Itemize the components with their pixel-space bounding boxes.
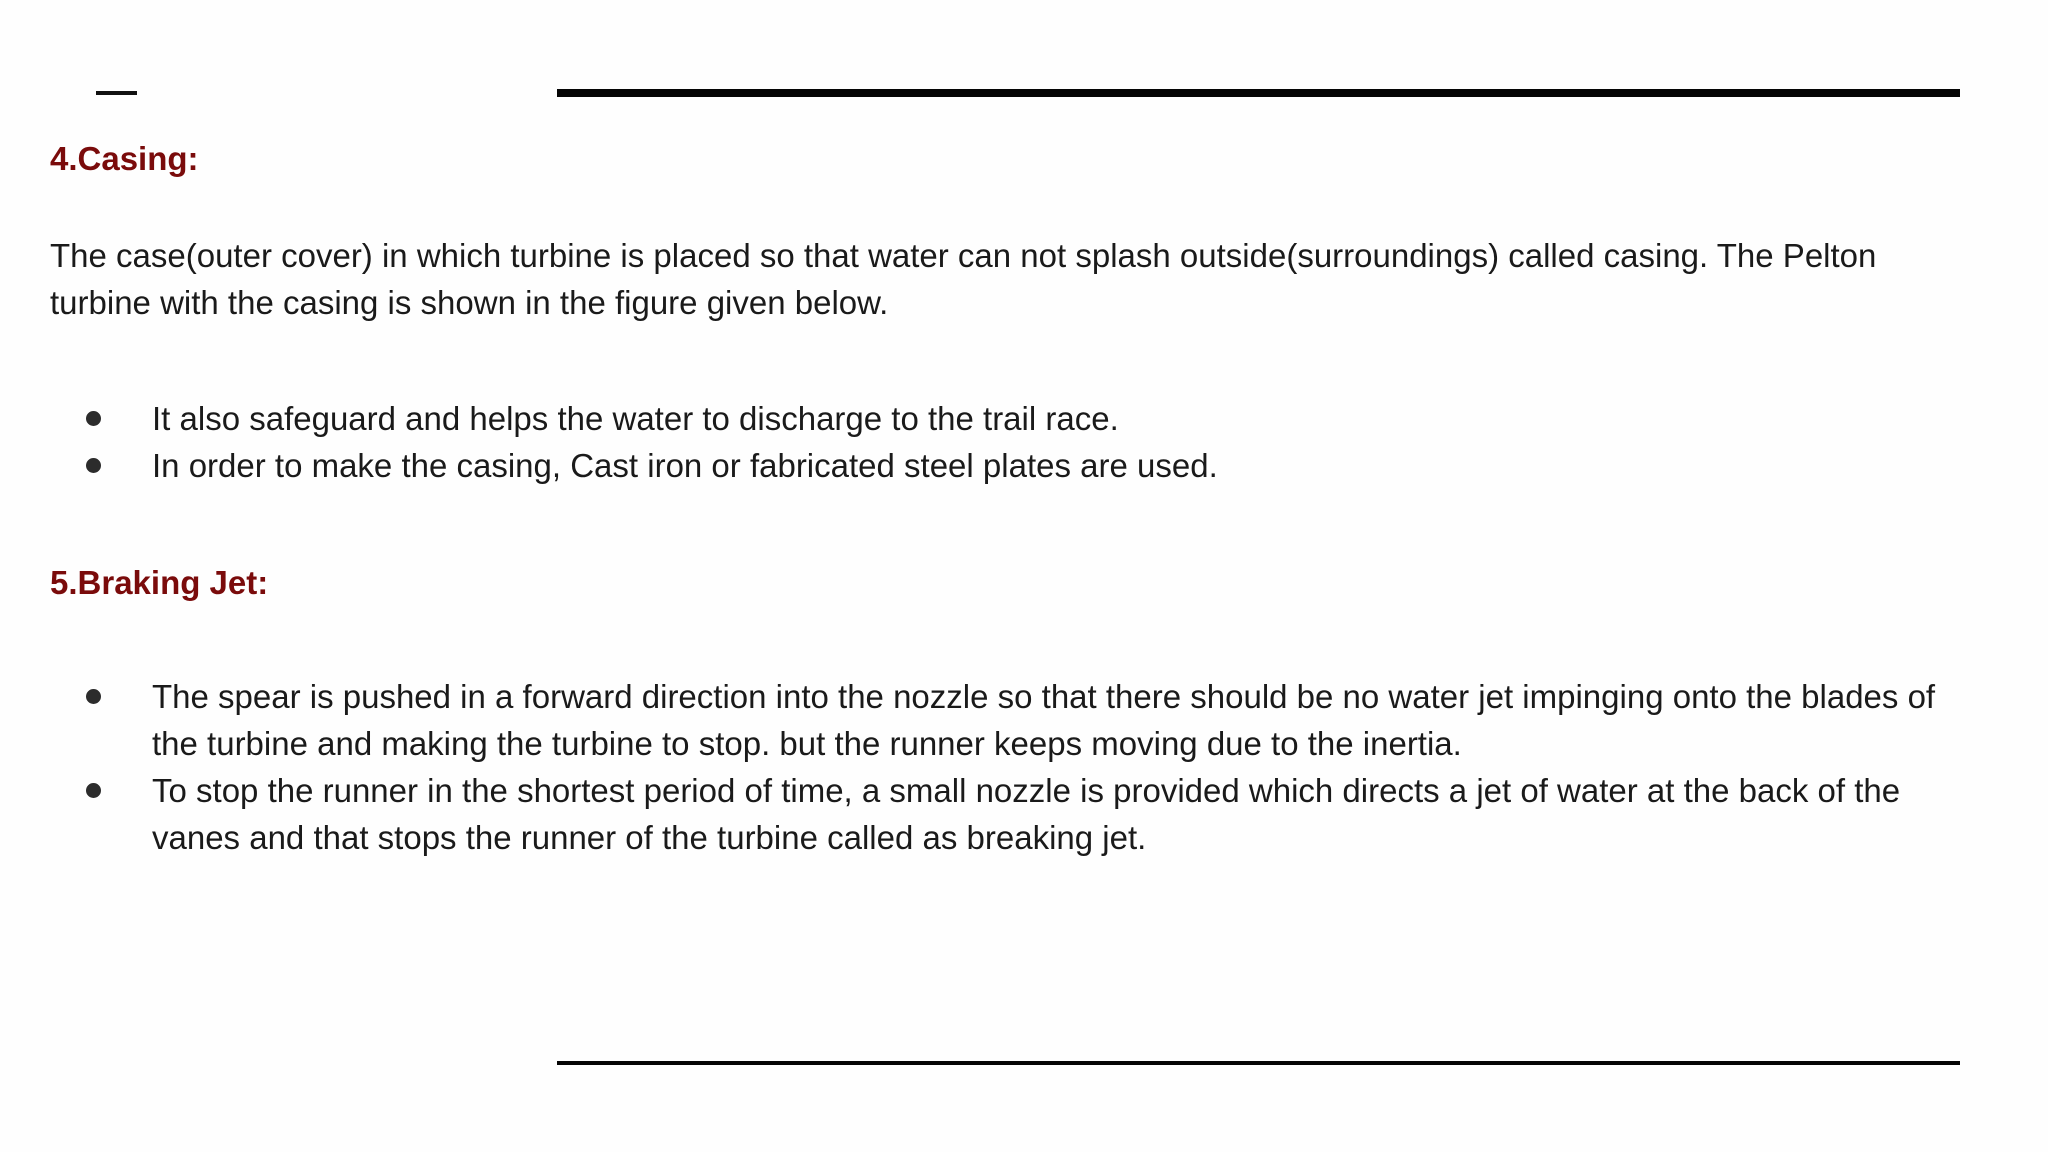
list-item [0,673,1960,767]
corner-dash-decoration [96,91,137,95]
bullet-icon [86,411,101,426]
list-item [0,767,1960,861]
casing-paragraph: The case(outer cover) in which turbine is placed so that water can not splash outside(surroundings) called casing. The Pelton turbine with the casing is shown in the figure given below. [50,237,1877,321]
casing-bullet-list [0,395,1960,489]
bullet-icon [86,458,101,473]
list-item-text: It also safeguard and helps the water to discharge to the trail race. [152,400,1119,437]
list-item-text: To stop the runner in the shortest period of time, a small nozzle is provided which directs a jet of water at the back of the vanes and that stops the runner of the turbine called as breaking jet. [152,772,1901,856]
list-item [0,442,1960,489]
bottom-rule [557,1061,1960,1065]
section-heading-casing: 4.Casing: [50,140,199,177]
braking-jet-bullet-list [0,673,1960,861]
list-item [0,395,1960,442]
top-rule [557,89,1960,97]
bullet-icon [86,689,101,704]
bullet-icon [86,783,101,798]
section-heading-braking-jet: 5.Braking Jet: [50,564,269,601]
list-item-text: The spear is pushed in a forward direction into the nozzle so that there should be no water jet impinging onto the blades of the turbine and making the turbine to stop. but the runner keeps moving due to the inertia. [152,678,1936,762]
list-item-text: In order to make the casing, Cast iron or fabricated steel plates are used. [152,447,1218,484]
